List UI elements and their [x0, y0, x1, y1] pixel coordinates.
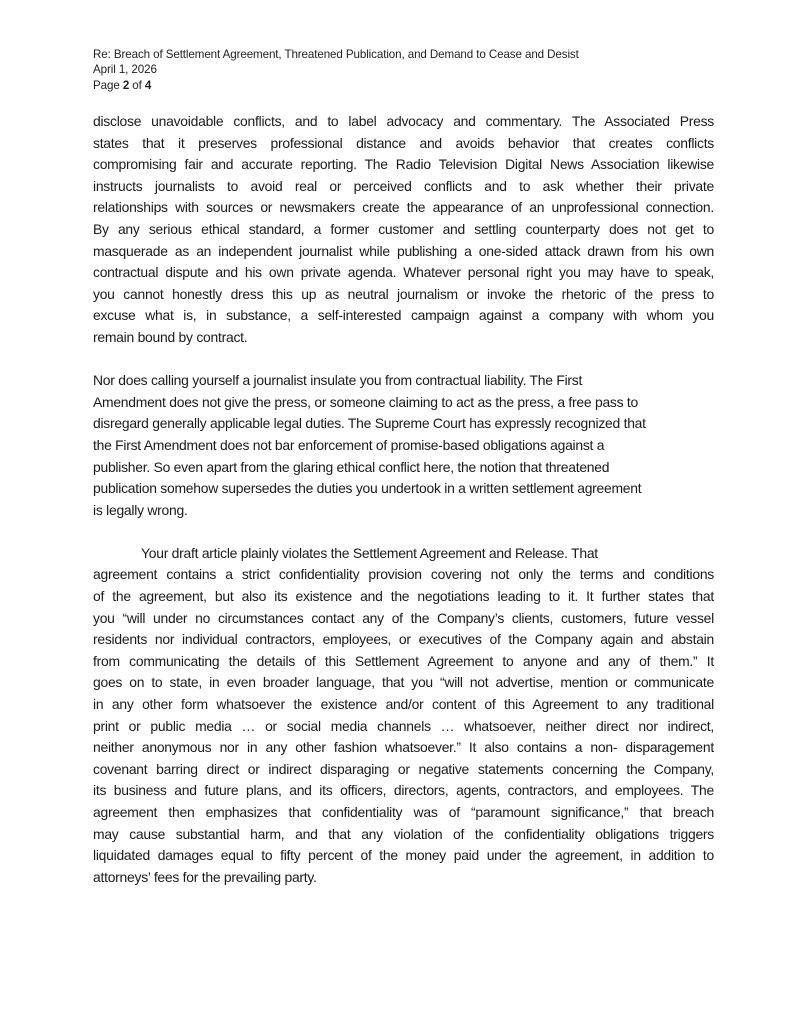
- text-line: you cannot honestly dress this up as neutral journalism or invoke the rhetoric of the press to: [93, 285, 714, 302]
- letter-body: [93, 111, 714, 888]
- header-subject: Re: Breach of Settlement Agreement, Threatened Publication, and Demand to Cease and Desist: [93, 48, 579, 61]
- text-line: is legally wrong.: [93, 501, 188, 518]
- paragraph-first-amendment: [93, 370, 714, 521]
- text-line: instructs journalists to avoid real or perceived conflicts and to ask whether their private: [93, 177, 714, 194]
- text-line: print or public media … or social media channels … whatsoever, neither direct nor indirect,: [93, 717, 714, 734]
- text-line: disclose unavoidable conflicts, and to label advocacy and commentary. The Associated Press: [93, 113, 714, 129]
- text-line: liquidated damages equal to fifty percent of the money paid under the agreement, in addition to: [93, 847, 714, 864]
- text-line: states that it preserves professional distance and avoids behavior that creates conflicts: [93, 134, 714, 151]
- text-line: Nor does calling yourself a journalist insulate you from contractual liability. The First: [93, 372, 583, 389]
- paragraph-gap: [93, 349, 714, 371]
- text-line: its business and future plans, and its officers, directors, agents, contractors, and employees. The: [93, 782, 714, 799]
- text-line: By any serious ethical standard, a former customer and settling counterparty does not get to: [93, 220, 714, 237]
- text-line: publisher. So even apart from the glaring ethical conflict here, the notion that threatened: [93, 458, 610, 475]
- text-line: in any other form whatsoever the existence and/or content of this Agreement to any traditional: [93, 696, 714, 713]
- text-line: you “will under no circumstances contact any of the Company’s clients, customers, future vessel: [93, 609, 714, 626]
- total-pages: 4: [144, 78, 152, 92]
- paragraph-gap: [93, 521, 714, 543]
- text-line: Amendment does not give the press, or someone claiming to act as the press, a free pass to: [93, 393, 639, 410]
- text-line: of the agreement, but also its existence and the negotiations leading to it. It further states that: [93, 588, 714, 605]
- current-page: 2: [122, 78, 130, 92]
- header-date: April 1, 2026: [93, 63, 157, 77]
- text-line: compromising fair and accurate reporting. The Radio Television Digital News Association likewise: [93, 156, 714, 173]
- text-line: excuse what is, in substance, a self-interested campaign against a company with whom you: [93, 307, 714, 324]
- header-page-number: Page 2 of 4: [93, 78, 152, 92]
- text-line: remain bound by contract.: [93, 328, 248, 345]
- text-line: may cause substantial harm, and that any violation of the confidentiality obligations triggers: [93, 825, 714, 842]
- text-line: neither anonymous nor in any other fashion whatsoever.” It also contains a non- disparagement: [93, 739, 714, 756]
- text-line: the First Amendment does not bar enforcement of promise-based obligations against a: [93, 436, 605, 453]
- letter-header: [93, 47, 579, 93]
- text-line: residents nor individual contractors, employees, or executives of the Company again and abstain: [93, 631, 714, 648]
- text-line: attorneys’ fees for the prevailing party.: [93, 868, 317, 885]
- text-line: publication somehow supersedes the duties you undertook in a written settlement agreement: [93, 480, 642, 497]
- paragraph-settlement-violation: [93, 543, 714, 889]
- text-line: masquerade as an independent journalist while publishing a one-sided attack drawn from his own: [93, 242, 714, 259]
- paragraph-journalism-ethics: [93, 111, 714, 349]
- text-line: covenant barring direct or indirect disparaging or negative statements concerning the Company,: [93, 760, 714, 777]
- text-line: from communicating the details of this Settlement Agreement to anyone and any of them.” It: [93, 652, 714, 669]
- text-line: agreement contains a strict confidentiality provision covering not only the terms and conditions: [93, 566, 714, 583]
- text-line: disregard generally applicable legal duties. The Supreme Court has expressly recognized that: [93, 415, 646, 432]
- text-line: relationships with sources or newsmakers create the appearance of an unprofessional connection.: [93, 199, 714, 216]
- text-line: agreement then emphasizes that confidentiality was of “paramount significance,” that breach: [93, 804, 714, 820]
- text-line: contractual dispute and his own private agenda. Whatever personal right you may have to speak,: [93, 264, 714, 281]
- text-line: Your draft article plainly violates the Settlement Agreement and Release. That: [141, 544, 598, 561]
- text-line: goes on to state, in even broader language, that you “will not advertise, mention or communicate: [93, 674, 714, 691]
